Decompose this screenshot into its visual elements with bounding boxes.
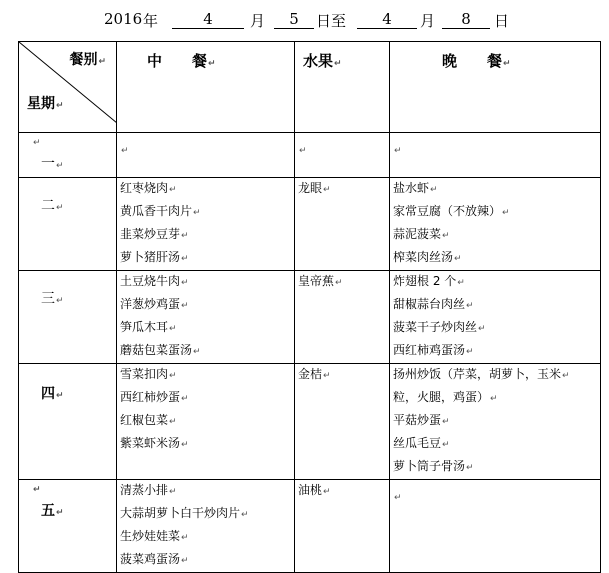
- dish-name: 油桃: [298, 483, 323, 497]
- lunch-dish: [120, 201, 294, 224]
- paragraph-mark: ↵: [562, 371, 570, 381]
- dinner-dish: [393, 224, 600, 247]
- weekday-label: 二: [41, 198, 55, 214]
- paragraph-mark: ↵: [193, 208, 201, 218]
- dish-name: 紫菜虾米汤: [120, 436, 181, 450]
- dish-name: 扬州炒饭（芹菜，胡萝卜，玉米: [393, 367, 562, 381]
- dinner-dish: [393, 317, 600, 340]
- lunch-dish: [120, 480, 294, 503]
- paragraph-mark: ↵: [466, 301, 474, 311]
- weekday-cell: [19, 133, 117, 178]
- paragraph-mark: ↵: [193, 347, 201, 357]
- dinner-dish: [393, 410, 600, 433]
- paragraph-mark: ↵: [181, 254, 189, 264]
- paragraph-mark: ↵: [181, 278, 189, 288]
- weekday-label: 四: [41, 386, 55, 402]
- paragraph-mark: ↵: [394, 146, 402, 156]
- start-month: 4: [172, 10, 244, 29]
- dish-name: 萝卜猪肝汤: [120, 250, 181, 264]
- weekday-label: 五: [41, 503, 55, 519]
- dinner-dish: [393, 271, 600, 294]
- paragraph-mark: ↵: [323, 487, 331, 497]
- dish-name: 韭菜炒豆芽: [120, 227, 181, 241]
- paragraph-mark: ↵: [181, 231, 189, 241]
- meal-type-label: 餐别↵: [69, 52, 106, 68]
- dish-name: 菠菜干子炒肉丝: [393, 320, 478, 334]
- paragraph-mark: ↵: [169, 417, 177, 427]
- dinner-cell: [390, 133, 601, 178]
- weekday-label: 一: [41, 156, 55, 172]
- dish-name: 榨菜肉丝汤: [393, 250, 454, 264]
- paragraph-mark: ↵: [457, 278, 465, 288]
- menu-date-range-title: [0, 10, 609, 30]
- dinner-dish: [393, 387, 600, 410]
- fruit-cell: [295, 133, 390, 178]
- lunch-dish: [120, 247, 294, 270]
- paragraph-mark: ↵: [454, 254, 462, 264]
- paragraph-mark: ↵: [169, 185, 177, 195]
- paragraph-mark: ↵: [169, 324, 177, 334]
- fruit-header: 水果↵: [295, 42, 390, 133]
- paragraph-mark: ↵: [181, 394, 189, 404]
- lunch-dish: [120, 526, 294, 549]
- paragraph-mark: ↵: [323, 371, 331, 381]
- lunch-dish: [120, 271, 294, 294]
- lunch-dish: [120, 178, 294, 201]
- lunch-dish: [120, 549, 294, 572]
- fruit-cell: [295, 271, 390, 364]
- header-row: [19, 42, 601, 133]
- menu-row: [19, 480, 601, 573]
- weekday-label: 三: [41, 291, 55, 307]
- dinner-cell: [390, 364, 601, 480]
- weekly-menu-table: [18, 41, 601, 573]
- diagonal-header-cell: [19, 42, 117, 133]
- menu-row: [19, 133, 601, 178]
- paragraph-mark: ↵: [442, 440, 450, 450]
- month-char-2: 月: [420, 12, 436, 30]
- dish-name: 丝瓜毛豆: [393, 436, 442, 450]
- fruit-cell: [295, 178, 390, 271]
- dish-name: 盐水虾: [393, 181, 430, 195]
- lunch-dish: [120, 433, 294, 456]
- lunch-dish: [120, 294, 294, 317]
- menu-row: [19, 178, 601, 271]
- paragraph-mark: ↵: [56, 391, 64, 401]
- menu-row: [19, 271, 601, 364]
- end-month: 4: [357, 10, 417, 29]
- dish-name: 西红柿鸡蛋汤: [393, 343, 466, 357]
- dish-name: 土豆烧牛肉: [120, 274, 181, 288]
- year: 2016: [104, 10, 143, 28]
- fruit-cell: [295, 480, 390, 573]
- lunch-dish: [120, 387, 294, 410]
- start-day: 5: [274, 10, 314, 29]
- dish-name: 甜椒蒜台肉丝: [393, 297, 466, 311]
- dish-name: 蘑菇包菜蛋汤: [120, 343, 193, 357]
- weekday-label: 星期↵: [27, 96, 64, 112]
- paragraph-mark: ↵: [56, 161, 64, 171]
- paragraph-mark: ↵: [169, 487, 177, 497]
- weekday-cell: [19, 480, 117, 573]
- dinner-header: 晚 餐↵: [390, 42, 601, 133]
- dish-name: 西红柿炒蛋: [120, 390, 181, 404]
- dinner-cell: [390, 480, 601, 573]
- dinner-dish: [393, 201, 600, 224]
- dish-name: 笋瓜木耳: [120, 320, 169, 334]
- dinner-dish: [393, 294, 600, 317]
- paragraph-mark: ↵: [442, 417, 450, 427]
- dish-name: 龙眼: [298, 181, 323, 195]
- paragraph-mark: ↵: [478, 324, 486, 334]
- paragraph-mark: ↵: [181, 556, 189, 566]
- dish-name: 金桔: [298, 367, 323, 381]
- paragraph-mark: ↵: [56, 296, 64, 306]
- paragraph-mark: ↵: [56, 203, 64, 213]
- dish-name: 黄瓜香干肉片: [120, 204, 193, 218]
- paragraph-mark: ↵: [181, 440, 189, 450]
- dish-name: 蒜泥菠菜: [393, 227, 442, 241]
- paragraph-mark: ↵: [181, 533, 189, 543]
- paragraph-mark: ↵: [323, 185, 331, 195]
- paragraph-mark: ↵: [466, 463, 474, 473]
- lunch-cell: [117, 480, 295, 573]
- dinner-dish: [393, 178, 600, 201]
- lunch-cell: [117, 133, 295, 178]
- dinner-dish: [393, 456, 600, 479]
- paragraph-mark: ↵: [502, 208, 510, 218]
- lunch-dish: [120, 503, 294, 526]
- month-char-1: 月: [250, 12, 266, 30]
- fruit-cell: [295, 364, 390, 480]
- weekday-cell: [19, 178, 117, 271]
- weekday-cell: [19, 271, 117, 364]
- weekday-cell: [19, 364, 117, 480]
- dish-name: 大蒜胡萝卜白干炒肉片: [120, 506, 241, 520]
- dish-name: 生炒娃娃菜: [120, 529, 181, 543]
- dish-name: 炸翅根 2 个: [393, 274, 457, 288]
- lunch-dish: [120, 224, 294, 247]
- dish-name: 红枣烧肉: [120, 181, 169, 195]
- dinner-cell: [390, 271, 601, 364]
- fruit-dish: [298, 178, 389, 201]
- paragraph-mark: ↵: [490, 394, 498, 404]
- lunch-dish: [120, 364, 294, 387]
- menu-row: [19, 364, 601, 480]
- lunch-dish: [120, 410, 294, 433]
- lunch-dish: [120, 340, 294, 363]
- lunch-dish: [120, 317, 294, 340]
- dish-name: 雪菜扣肉: [120, 367, 169, 381]
- paragraph-mark: ↵: [56, 508, 64, 518]
- fruit-dish: [298, 480, 389, 503]
- dinner-dish: [393, 340, 600, 363]
- paragraph-mark: ↵: [33, 485, 41, 495]
- end-day: 8: [442, 10, 490, 29]
- day-char: 日: [494, 12, 510, 30]
- paragraph-mark: ↵: [181, 301, 189, 311]
- lunch-header: 中 餐↵: [117, 42, 295, 133]
- dinner-dish: [393, 247, 600, 270]
- paragraph-mark: ↵: [241, 510, 249, 520]
- dish-name: 洋葱炒鸡蛋: [120, 297, 181, 311]
- paragraph-mark: ↵: [121, 146, 129, 156]
- dish-name: 平菇炒蛋: [393, 413, 442, 427]
- fruit-dish: [298, 271, 389, 294]
- paragraph-mark: ↵: [335, 278, 343, 288]
- fruit-dish: [298, 364, 389, 387]
- paragraph-mark: ↵: [299, 146, 307, 156]
- paragraph-mark: ↵: [442, 231, 450, 241]
- paragraph-mark: ↵: [394, 493, 402, 503]
- dinner-cell: [390, 178, 601, 271]
- paragraph-mark: ↵: [466, 347, 474, 357]
- dish-name: 家常豆腐（不放辣）: [393, 204, 502, 218]
- lunch-cell: [117, 271, 295, 364]
- dinner-dish: [393, 433, 600, 456]
- dinner-dish: [393, 364, 600, 387]
- dish-name: 皇帝蕉: [298, 274, 335, 288]
- lunch-cell: [117, 178, 295, 271]
- day-to-char: 日至: [316, 12, 347, 30]
- dish-name: 萝卜筒子骨汤: [393, 459, 466, 473]
- dish-name: 菠菜鸡蛋汤: [120, 552, 181, 566]
- paragraph-mark: ↵: [169, 371, 177, 381]
- dish-name: 粒，火腿，鸡蛋）: [393, 390, 490, 404]
- dish-name: 红椒包菜: [120, 413, 169, 427]
- paragraph-mark: ↵: [430, 185, 438, 195]
- year-char: 年: [143, 12, 159, 30]
- lunch-cell: [117, 364, 295, 480]
- dish-name: 清蒸小排: [120, 483, 169, 497]
- paragraph-mark: ↵: [33, 138, 41, 148]
